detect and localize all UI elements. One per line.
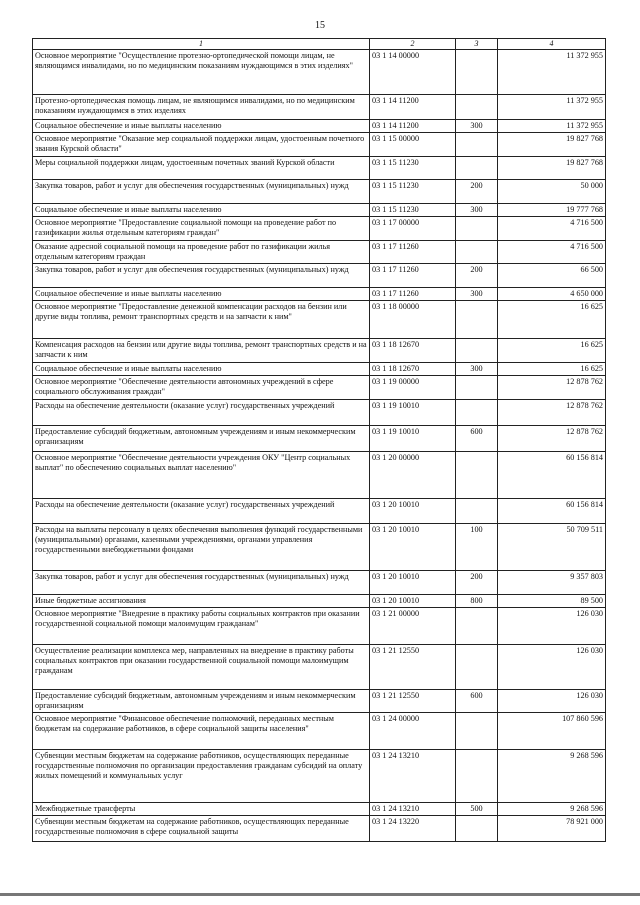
table-body: [33, 50, 606, 842]
cell-amount: 66 500: [498, 264, 606, 288]
cell-code: 03 1 24 13210: [370, 803, 456, 816]
cell-code: 03 1 24 13220: [370, 816, 456, 842]
cell-expense-type: 300: [456, 288, 498, 301]
cell-code: 03 1 17 00000: [370, 217, 456, 241]
cell-amount: 89 500: [498, 595, 606, 608]
cell-amount: 19 827 768: [498, 157, 606, 180]
cell-amount: 12 878 762: [498, 400, 606, 426]
cell-name: Основное мероприятие "Предоставление денежной компенсации расходов на бензин или другие виды топлива, ремонт транспортных средств и на запчасти к ним": [33, 301, 370, 339]
table-row: [33, 50, 606, 95]
table-header: [33, 39, 606, 50]
table-row: [33, 288, 606, 301]
cell-expense-type: [456, 452, 498, 499]
table-row: [33, 180, 606, 204]
cell-code: 03 1 20 10010: [370, 499, 456, 524]
table-row: [33, 750, 606, 803]
table-row: [33, 204, 606, 217]
cell-expense-type: [456, 400, 498, 426]
cell-code: 03 1 15 11230: [370, 180, 456, 204]
cell-name: Социальное обеспечение и иные выплаты населению: [33, 363, 370, 376]
table-row: [33, 376, 606, 400]
table-row: [33, 595, 606, 608]
cell-code: 03 1 17 11260: [370, 264, 456, 288]
cell-name: Расходы на обеспечение деятельности (оказание услуг) государственных учреждений: [33, 499, 370, 524]
cell-amount: 60 156 814: [498, 452, 606, 499]
cell-name: Предоставление субсидий бюджетным, автономным учреждениям и иным некоммерческим организациям: [33, 690, 370, 713]
cell-expense-type: 300: [456, 204, 498, 217]
cell-expense-type: [456, 499, 498, 524]
budget-table: [32, 38, 606, 842]
table-row: [33, 400, 606, 426]
cell-expense-type: 500: [456, 803, 498, 816]
column-header-amount: 4: [498, 39, 606, 50]
table-row: [33, 524, 606, 571]
cell-amount: 4 716 500: [498, 217, 606, 241]
cell-name: Основное мероприятие "Осуществление протезно-ортопедической помощи лицам, не являющимся инвалидами, но по медицинским показаниям нуждающимся в этих изделиях": [33, 50, 370, 95]
cell-code: 03 1 15 11230: [370, 204, 456, 217]
cell-expense-type: 100: [456, 524, 498, 571]
cell-amount: 4 716 500: [498, 241, 606, 264]
cell-amount: 50 000: [498, 180, 606, 204]
cell-amount: 9 268 596: [498, 750, 606, 803]
table-row: [33, 426, 606, 452]
table-row: [33, 217, 606, 241]
cell-code: 03 1 18 12670: [370, 339, 456, 363]
cell-amount: 9 268 596: [498, 803, 606, 816]
cell-amount: 9 357 803: [498, 571, 606, 595]
cell-expense-type: [456, 95, 498, 120]
cell-amount: 126 030: [498, 690, 606, 713]
table-row: [33, 241, 606, 264]
cell-amount: 4 650 000: [498, 288, 606, 301]
cell-amount: 12 878 762: [498, 426, 606, 452]
cell-expense-type: 200: [456, 264, 498, 288]
cell-code: 03 1 15 11230: [370, 157, 456, 180]
table-row: [33, 816, 606, 842]
table-row: [33, 690, 606, 713]
table-row: [33, 803, 606, 816]
table-row: [33, 157, 606, 180]
cell-amount: 78 921 000: [498, 816, 606, 842]
cell-code: 03 1 20 10010: [370, 571, 456, 595]
cell-amount: 60 156 814: [498, 499, 606, 524]
cell-name: Закупка товаров, работ и услуг для обеспечения государственных (муниципальных) нужд: [33, 264, 370, 288]
cell-amount: 19 827 768: [498, 133, 606, 157]
cell-name: Социальное обеспечение и иные выплаты населению: [33, 288, 370, 301]
cell-name: Основное мероприятие "Обеспечение деятельности автономных учреждений в сфере социального обслуживания граждан": [33, 376, 370, 400]
cell-expense-type: 800: [456, 595, 498, 608]
cell-code: 03 1 17 11260: [370, 241, 456, 264]
cell-code: 03 1 18 00000: [370, 301, 456, 339]
cell-code: 03 1 24 13210: [370, 750, 456, 803]
cell-code: 03 1 19 00000: [370, 376, 456, 400]
table-row: [33, 363, 606, 376]
cell-name: Компенсация расходов на бензин или другие виды топлива, ремонт транспортных средств и на запчасти к ним: [33, 339, 370, 363]
cell-amount: 16 625: [498, 363, 606, 376]
cell-expense-type: [456, 50, 498, 95]
table-row: [33, 120, 606, 133]
cell-code: 03 1 20 00000: [370, 452, 456, 499]
cell-name: Оказание адресной социальной помощи на проведение работ по газификации жилья отдельным категориям граждан: [33, 241, 370, 264]
cell-expense-type: 300: [456, 363, 498, 376]
column-header-code: 2: [370, 39, 456, 50]
cell-code: 03 1 15 00000: [370, 133, 456, 157]
cell-name: Закупка товаров, работ и услуг для обеспечения государственных (муниципальных) нужд: [33, 571, 370, 595]
cell-amount: 11 372 955: [498, 95, 606, 120]
cell-code: 03 1 21 12550: [370, 690, 456, 713]
cell-code: 03 1 24 00000: [370, 713, 456, 750]
table-row: [33, 645, 606, 690]
cell-name: Основное мероприятие "Финансовое обеспечение полномочий, переданных местным бюджетам на содержание работников, в сфере социальной защиты населения": [33, 713, 370, 750]
cell-amount: 50 709 511: [498, 524, 606, 571]
cell-code: 03 1 14 00000: [370, 50, 456, 95]
cell-name: Межбюджетные трансферты: [33, 803, 370, 816]
cell-code: 03 1 21 12550: [370, 645, 456, 690]
cell-name: Основное мероприятие "Оказание мер социальной поддержки лицам, удостоенным почетного звания Курской области": [33, 133, 370, 157]
cell-expense-type: 200: [456, 180, 498, 204]
cell-code: 03 1 14 11200: [370, 95, 456, 120]
table-row: [33, 133, 606, 157]
cell-expense-type: [456, 241, 498, 264]
cell-name: Иные бюджетные ассигнования: [33, 595, 370, 608]
cell-name: Предоставление субсидий бюджетным, автономным учреждениям и иным некоммерческим организациям: [33, 426, 370, 452]
cell-amount: 19 777 768: [498, 204, 606, 217]
table-row: [33, 608, 606, 645]
table-row: [33, 571, 606, 595]
cell-code: 03 1 19 10010: [370, 400, 456, 426]
cell-expense-type: 300: [456, 120, 498, 133]
table-row: [33, 95, 606, 120]
cell-amount: 126 030: [498, 645, 606, 690]
column-header-name: 1: [33, 39, 370, 50]
cell-amount: 11 372 955: [498, 50, 606, 95]
column-header-expense-type: 3: [456, 39, 498, 50]
table-row: [33, 499, 606, 524]
cell-expense-type: [456, 816, 498, 842]
cell-name: Социальное обеспечение и иные выплаты населению: [33, 120, 370, 133]
cell-expense-type: 600: [456, 426, 498, 452]
cell-name: Субвенции местным бюджетам на содержание работников, осуществляющих переданные государственные полномочия в сфере социальной защиты: [33, 816, 370, 842]
cell-name: Осуществление реализации комплекса мер, направленных на внедрение в практику работы социальных контрактов при оказании государственной социальной помощи малоимущим гражданам: [33, 645, 370, 690]
cell-name: Основное мероприятие "Обеспечение деятельности учреждения ОКУ "Центр социальных выплат" по обеспечению социальных выплат населению": [33, 452, 370, 499]
cell-expense-type: [456, 157, 498, 180]
cell-code: 03 1 19 10010: [370, 426, 456, 452]
cell-name: Социальное обеспечение и иные выплаты населению: [33, 204, 370, 217]
cell-name: Расходы на обеспечение деятельности (оказание услуг) государственных учреждений: [33, 400, 370, 426]
cell-expense-type: [456, 645, 498, 690]
bottom-edge: [0, 893, 640, 896]
cell-code: 03 1 14 11200: [370, 120, 456, 133]
cell-code: 03 1 20 10010: [370, 595, 456, 608]
cell-expense-type: 600: [456, 690, 498, 713]
cell-code: 03 1 21 00000: [370, 608, 456, 645]
cell-amount: 126 030: [498, 608, 606, 645]
cell-name: Протезно-ортопедическая помощь лицам, не являющимся инвалидами, но по медицинским показаниям нуждающимся в этих изделиях: [33, 95, 370, 120]
cell-expense-type: [456, 217, 498, 241]
cell-name: Основное мероприятие "Предоставление социальной помощи на проведение работ по газификации жилья отдельным категориям граждан": [33, 217, 370, 241]
cell-expense-type: [456, 376, 498, 400]
cell-amount: 16 625: [498, 339, 606, 363]
cell-name: Расходы на выплаты персоналу в целях обеспечения выполнения функций государственными (муниципальными) органами, казенными учреждениями, органами управления государственными внебюджетными фондами: [33, 524, 370, 571]
cell-name: Меры социальной поддержки лицам, удостоенным почетных званий Курской области: [33, 157, 370, 180]
table-row: [33, 264, 606, 288]
cell-expense-type: [456, 713, 498, 750]
page-number: 15: [315, 20, 325, 31]
header-row: [33, 39, 606, 50]
cell-amount: 12 878 762: [498, 376, 606, 400]
cell-expense-type: [456, 301, 498, 339]
cell-expense-type: 200: [456, 571, 498, 595]
cell-name: Основное мероприятие "Внедрение в практику работы социальных контрактов при оказании государственной социальной помощи малоимущим гражданам": [33, 608, 370, 645]
cell-expense-type: [456, 133, 498, 157]
cell-amount: 107 860 596: [498, 713, 606, 750]
cell-code: 03 1 17 11260: [370, 288, 456, 301]
table-row: [33, 452, 606, 499]
cell-expense-type: [456, 339, 498, 363]
cell-expense-type: [456, 750, 498, 803]
cell-amount: 16 625: [498, 301, 606, 339]
table-row: [33, 301, 606, 339]
cell-name: Закупка товаров, работ и услуг для обеспечения государственных (муниципальных) нужд: [33, 180, 370, 204]
table-row: [33, 713, 606, 750]
cell-expense-type: [456, 608, 498, 645]
cell-code: 03 1 18 12670: [370, 363, 456, 376]
cell-name: Субвенции местным бюджетам на содержание работников, осуществляющих переданные государственные полномочия по организации предоставления гражданам субсидий на оплату жилых помещений и коммунальных услуг: [33, 750, 370, 803]
cell-amount: 11 372 955: [498, 120, 606, 133]
table-row: [33, 339, 606, 363]
cell-code: 03 1 20 10010: [370, 524, 456, 571]
